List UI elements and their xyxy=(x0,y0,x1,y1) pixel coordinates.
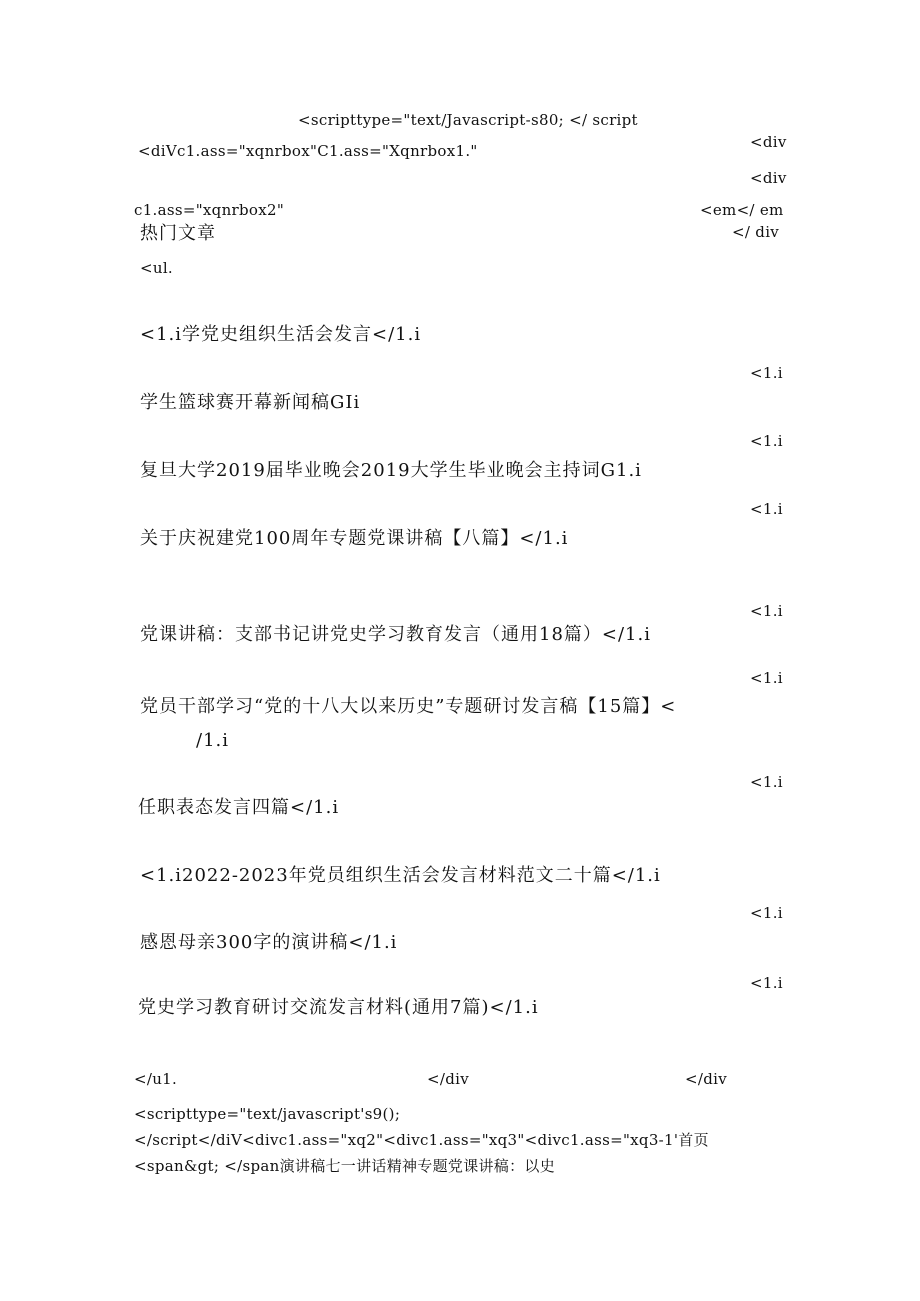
list-item[interactable]: 感恩母亲300字的演讲稿</1.i xyxy=(140,932,398,953)
div-close-text: </div xyxy=(685,1070,727,1088)
list-item-continuation: /1.i xyxy=(196,730,229,751)
breadcrumb: <span&gt; </span演讲稿七一讲话精神专题党课讲稿：以史 xyxy=(134,1157,556,1175)
list-item[interactable]: 任职表态发言四篇</1.i xyxy=(138,797,340,818)
page-title: 热门文章 xyxy=(140,223,216,244)
li-tag-text: <1.i xyxy=(750,602,783,620)
ul-tag-text: <ul. xyxy=(140,259,173,277)
li-tag-text: <1.i xyxy=(750,432,783,450)
list-item[interactable]: <1.i学党史组织生活会发言</1.i xyxy=(140,324,422,345)
div-class-text: <diVc1.ass="xqnrbox"C1.ass="Xqnrbox1." xyxy=(138,142,478,160)
div-close-text: </ div xyxy=(732,223,780,241)
li-tag-text: <1.i xyxy=(750,974,783,992)
list-item[interactable]: <1.i2022-2023年党员组织生活会发言材料范文二十篇</1.i xyxy=(140,865,661,886)
li-tag-text: <1.i xyxy=(750,904,783,922)
div-tag-text: <div xyxy=(750,133,787,151)
em-tag-text: <em</ em xyxy=(700,201,784,219)
list-item[interactable]: 关于庆祝建党100周年专题党课讲稿【八篇】</1.i xyxy=(140,528,569,549)
ul-close-text: </u1. xyxy=(134,1070,178,1088)
div-class-text: c1.ass="xqnrbox2" xyxy=(134,201,285,219)
li-tag-text: <1.i xyxy=(750,669,783,687)
li-tag-text: <1.i xyxy=(750,500,783,518)
div-tag-text: <div xyxy=(750,169,787,187)
list-item[interactable]: 党史学习教育研讨交流发言材料(通用7篇)</1.i xyxy=(138,997,539,1018)
list-item[interactable]: 学生篮球赛开幕新闻稿GIi xyxy=(140,392,361,413)
li-tag-text: <1.i xyxy=(750,364,783,382)
script-tag-text: <scripttype="text/javascript's9(); xyxy=(134,1105,401,1123)
script-tag-text: <scripttype="text/Javascript-s80; </ script xyxy=(298,111,638,129)
list-item[interactable]: 党课讲稿：支部书记讲党史学习教育发言（通用18篇）</1.i xyxy=(140,624,651,645)
div-close-text: </div xyxy=(427,1070,469,1088)
list-item[interactable]: 复旦大学2019届毕业晚会2019大学生毕业晚会主持词G1.i xyxy=(140,460,642,481)
nav-markup-text: </script</diV<divc1.ass="xq2"<divc1.ass="xq3"<divc1.ass="xq3-1'首页 xyxy=(134,1131,709,1149)
list-item[interactable]: 党员干部学习“党的十八大以来历史”专题研讨发言稿【15篇】< xyxy=(140,696,677,717)
li-tag-text: <1.i xyxy=(750,773,783,791)
